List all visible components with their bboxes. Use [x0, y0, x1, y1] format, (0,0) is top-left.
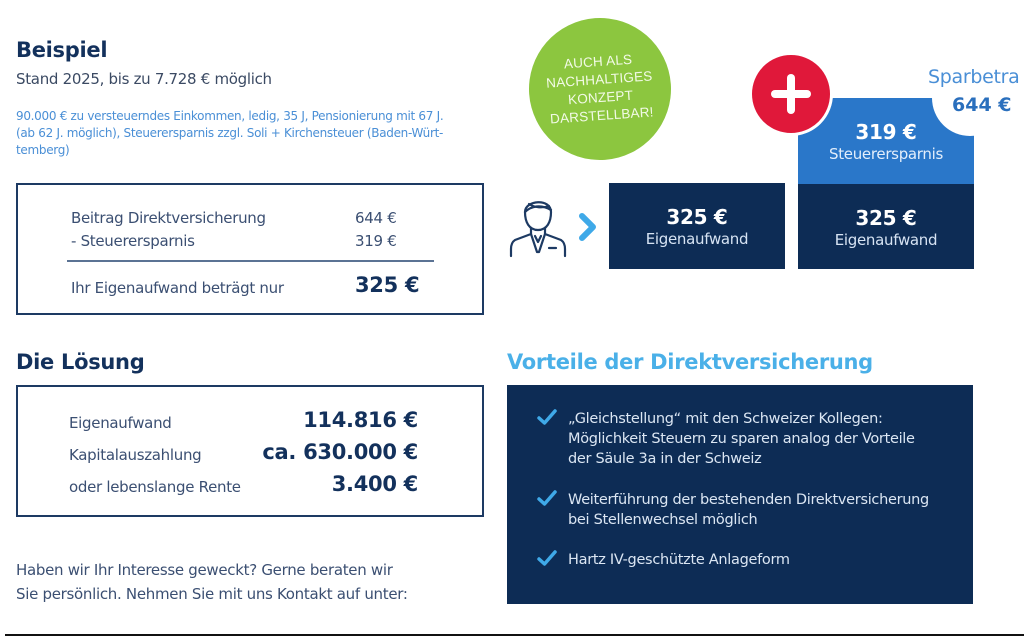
chevron-right-icon — [578, 213, 598, 241]
loesung-value-rente: 3.400 € — [331, 472, 418, 496]
calc-total-label: Ihr Eigenaufwand beträgt nur — [71, 279, 284, 297]
check-icon — [537, 548, 557, 568]
contact-text — [16, 558, 408, 606]
plus-icon — [749, 52, 833, 136]
label: Eigenaufwand — [645, 230, 749, 248]
benefit-line: „Gleichstellung“ mit den Schweizer Kollegen: — [568, 411, 883, 427]
badge-line: KONZEPT — [567, 87, 634, 108]
label: Steuerersparnis — [828, 145, 944, 163]
loesung-title: Die Lösung — [16, 350, 145, 374]
amount: 325 € — [666, 205, 728, 229]
badge-line: NACHHALTIGES — [545, 68, 653, 91]
eigenaufwand-box-left — [609, 183, 785, 269]
benefit-line: Möglichkeit Steuern zu sparen analog der Vorteile — [568, 431, 915, 447]
benefit-line: der Säule 3a in der Schweiz — [568, 451, 762, 467]
footer-divider — [5, 634, 1024, 636]
vorteile-title: Vorteile der Direktversicherung — [507, 350, 873, 374]
beispiel-note — [16, 108, 496, 159]
benefit-text — [568, 409, 988, 469]
calc-value-steuerersparnis: 319 € — [355, 232, 397, 250]
benefit-line: Weiterführung der bestehenden Direktversicherung — [568, 492, 929, 508]
amount: 325 € — [855, 206, 917, 230]
contact-line: Sie persönlich. Nehmen Sie mit uns Kontakt auf unter: — [16, 585, 408, 603]
note-line: (ab 62 J. möglich), Steuerersparnis zzgl. Soli + Kirchensteuer (Baden-Würt- — [16, 126, 444, 140]
contact-line: Haben wir Ihr Interesse geweckt? Gerne beraten wir — [16, 561, 393, 579]
beispiel-subtitle: Stand 2025, bis zu 7.728 € möglich — [16, 70, 272, 88]
eigenaufwand-box-right — [798, 184, 974, 269]
calc-value-beitrag: 644 € — [355, 209, 397, 227]
loesung-label-kapital: Kapitalauszahlung — [69, 446, 202, 464]
benefit-line: Hartz IV-geschützte Anlageform — [568, 552, 790, 568]
calc-label-beitrag: Beitrag Direktversicherung — [71, 209, 266, 227]
check-icon — [537, 407, 557, 427]
note-line: 90.000 € zu versteuerndes Einkommen, ledig, 35 J, Pensionierung mit 67 J. — [16, 109, 444, 123]
plus-bar — [787, 74, 795, 114]
benefits-panel — [507, 385, 973, 604]
loesung-label-rente: oder lebenslange Rente — [69, 478, 241, 496]
label: Eigenaufwand — [834, 231, 938, 249]
calc-label-steuerersparnis: - Steuerersparnis — [71, 232, 195, 250]
benefit-line: bei Stellenwechsel möglich — [568, 512, 758, 528]
badge-line: AUCH ALS — [563, 51, 633, 72]
loesung-label-eigenaufwand: Eigenaufwand — [69, 414, 172, 432]
calc-total-value: 325 € — [355, 273, 420, 297]
note-line: temberg) — [16, 143, 70, 157]
check-icon — [537, 488, 557, 508]
sparbetrag-value: 644 € — [952, 94, 1012, 116]
loesung-value-eigenaufwand: 114.816 € — [303, 408, 418, 432]
amount: 319 € — [855, 120, 917, 144]
benefit-text — [568, 550, 988, 570]
sparbetrag-label: Sparbetra — [928, 66, 1020, 88]
sustainability-badge — [524, 13, 676, 165]
person-icon — [507, 192, 569, 258]
badge-line: DARSTELLBAR! — [549, 104, 655, 127]
calculation-box — [16, 183, 484, 315]
loesung-box — [16, 385, 484, 517]
calc-divider — [67, 260, 434, 262]
beispiel-title: Beispiel — [16, 38, 108, 62]
benefit-text — [568, 490, 988, 530]
loesung-value-kapital: ca. 630.000 € — [262, 440, 418, 464]
